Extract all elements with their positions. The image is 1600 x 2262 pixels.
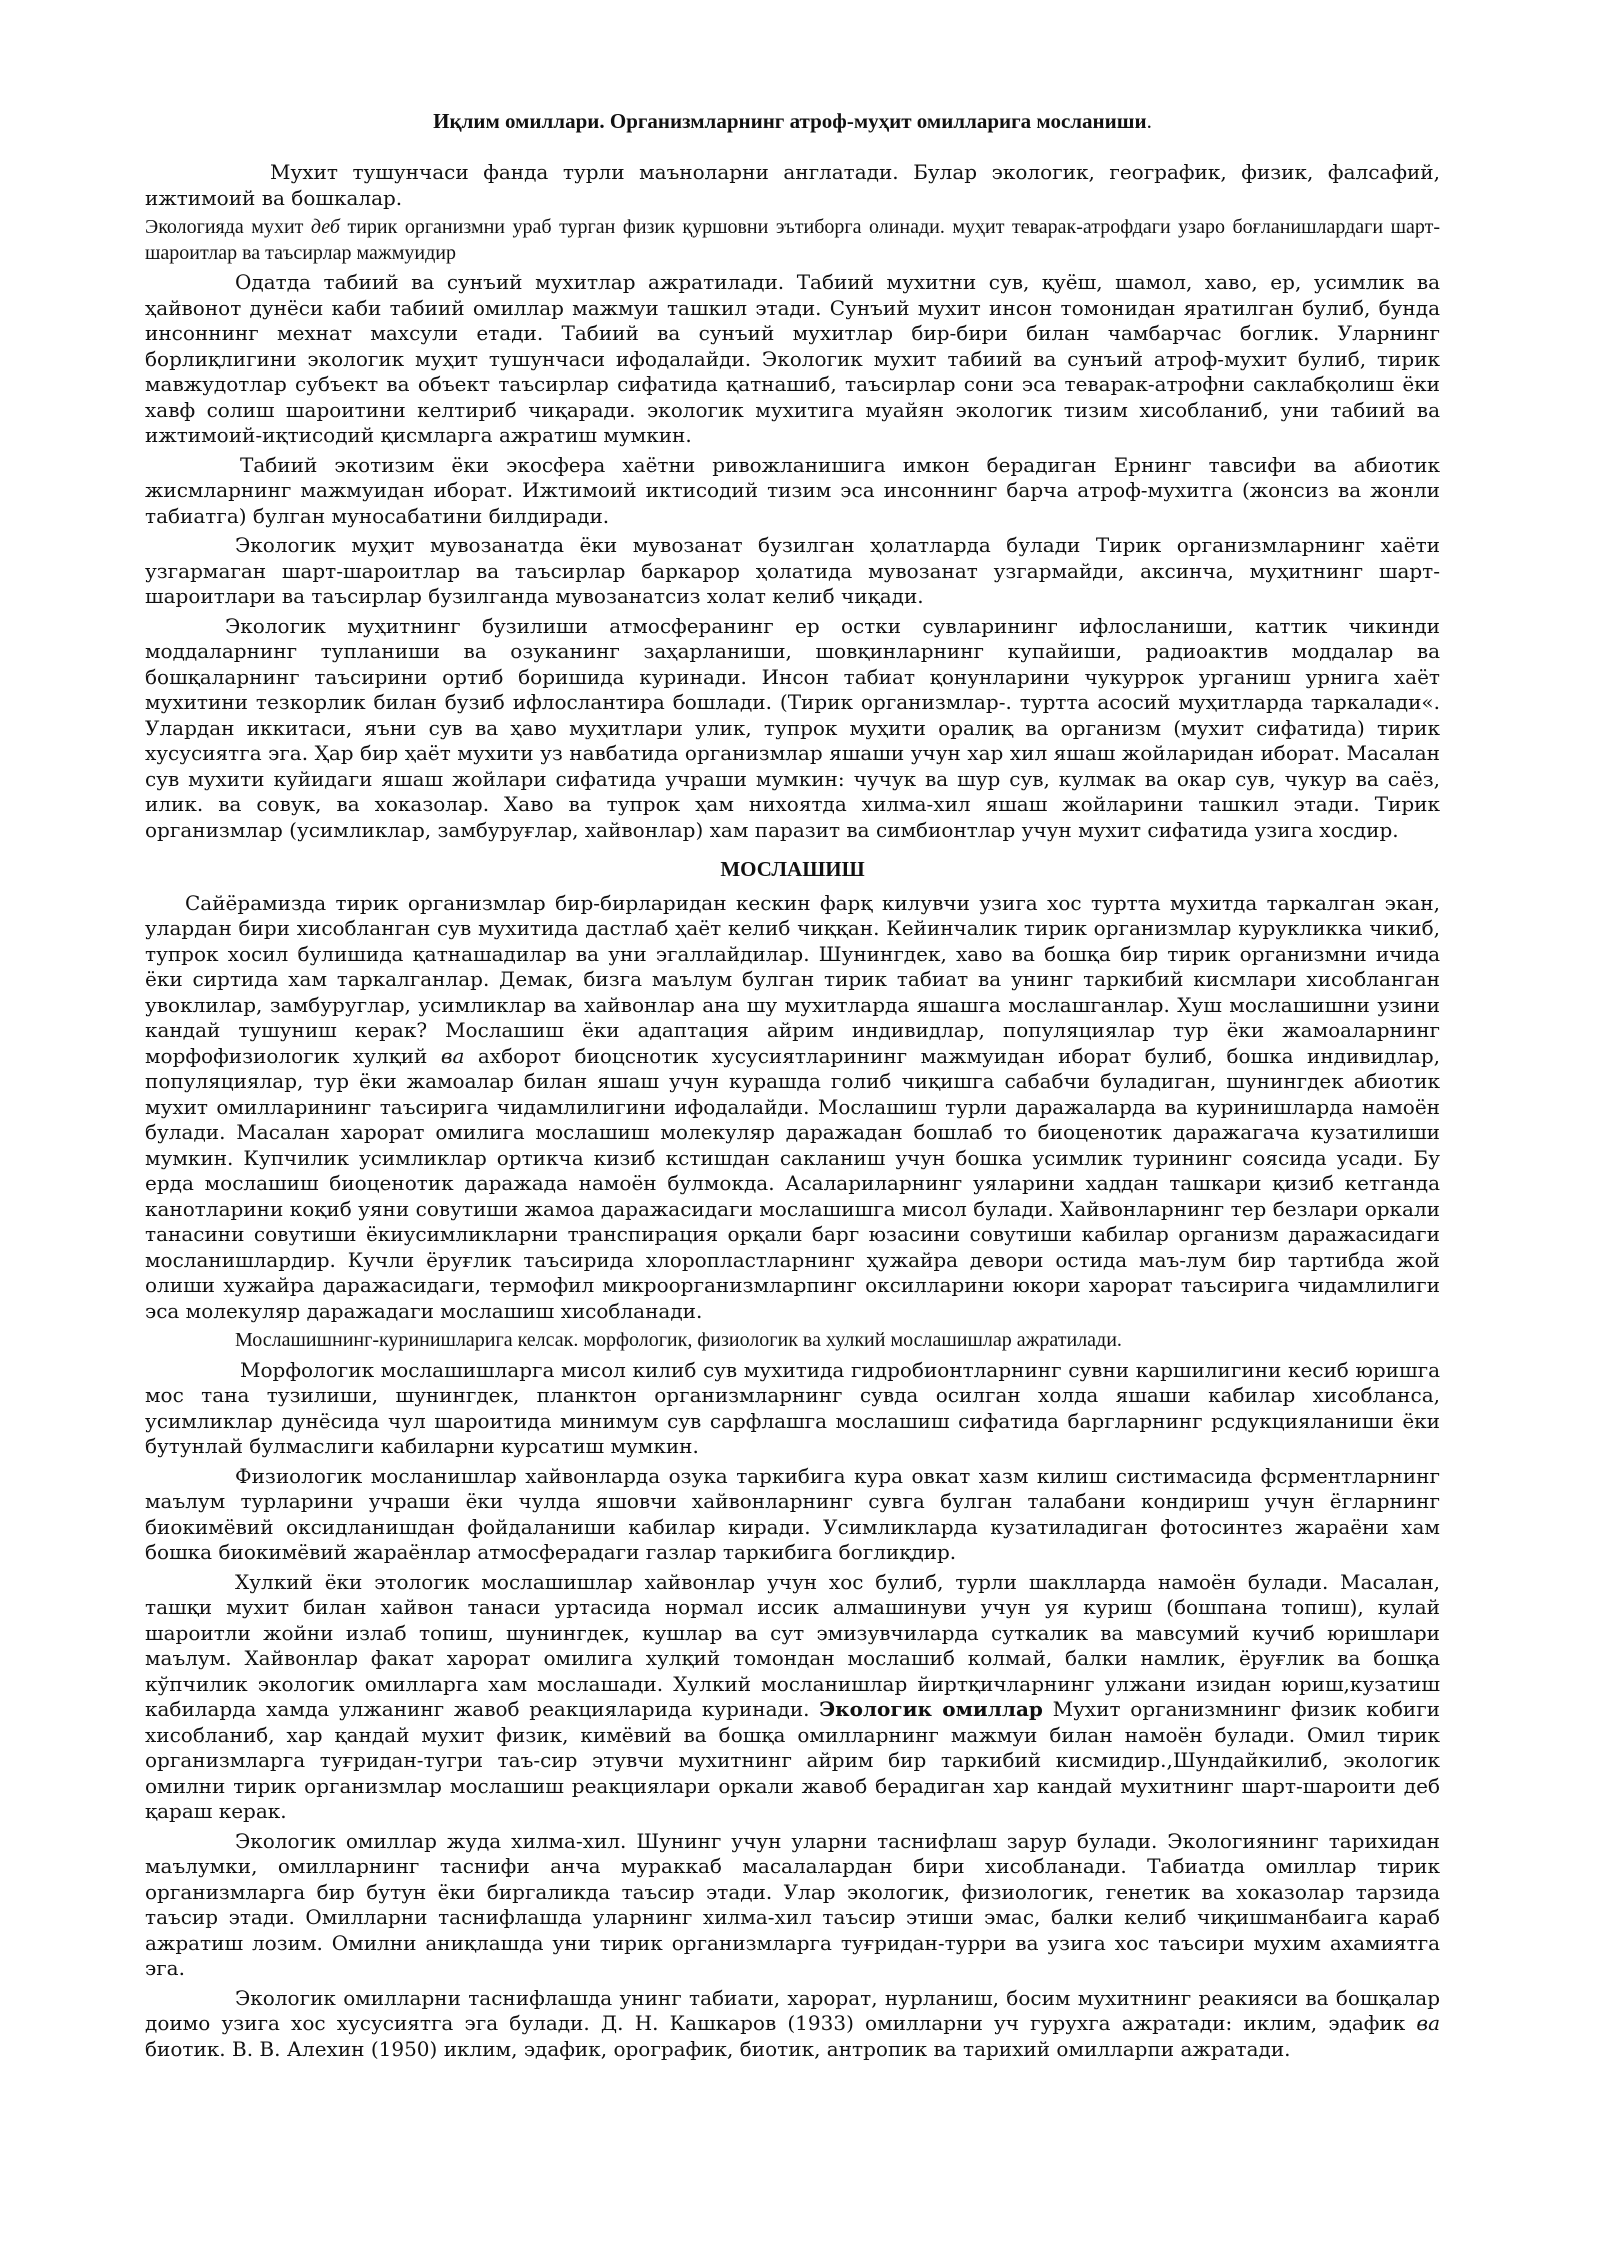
italic-word: деб: [310, 216, 340, 238]
paragraph-adaptation-intro: Сайёрамизда тирик организмлар бир-бирларидан кескин фарқ килувчи узига хос туртта мухитда таркалган экан, улардан бири хисобланган сув мухитида дастлаб ҳаёт келиб чиққан. Кейинчалик тирик организмлар курукликка чикиб, тупрок хосил булишида қатнашадилар ва уни эгаллайдилар. Шунингдек, хаво ва бошқа бир тирик организмни ичида ёки сиртида хам таркалганлар. Демак, бизга маълум булган тирик табиат ва унинг таркибий кисмлари хисобланган увоклилар, замбуруглар, усимликлар ва хайвонлар ана шу мухитларда яшашга мослашганлар. Хуш мослашишни узини кандай тушуниш керак? Мослашиш ёки адаптация айрим индивидлар, популяциялар тур ёки жамоаларнинг морфофизиологик хулқий ва ахборот биоцснотик хусусиятларининг мажмуидан иборат булиб, бошка индивидлар, популяциялар, тур ёки жамоалар билан яшаш учун курашда голиб чиқишга сабабчи буладиган, шунингдек абиотик мухит омилларининг таъсирига чидамлилигини ифодалайди. Мослашиш турли даражаларда ва куринишларда намоён булади. Масалан харорат омилига мослашиш молекуляр даражадан бошлаб то биоценотик даражагача кузатилиши мумкин. Купчилик усимликлар ортикча кизиб кстишдан сакланиш учун бошка усимлик турининг соясида усади. Бу ерда мослашиш биоценотик даражада намоён булмокда. Асалариларнинг уяларини хаддан ташкари қизиб кетганда канотларини коқиб уяни совутиши жамоа даражасидаги мослашишга мисол булади. Хайвонларнинг тер безлари оркали танасини совутиши ёкиусимликларни транспирация орқали барг юзасини совутиши кабилар организм даражасидаги мосланишлардир. Кучли ёруғлик таъсирида хлоропластларнинг ҳужайра девори остида маъ-лум бир тартибда жой олиши хужайра даражасидаги, термофил микроорганизмларпинг оксилларини юкори харорат таъсирига чидамлилиги эса молекуляр даражадаги мослашиш хисобланади.: [145, 890, 1440, 1323]
title-text: Иқлим омиллари. Организмларнинг атроф-муҳит омилларига мосланиши: [433, 109, 1147, 133]
paragraph-adaptation-types: Мослашишнинг-куринишларига келсак. морфологик, физиологик ва хулкий мослашишлар ажратилади.: [235, 1329, 1122, 1351]
paragraph-physiological: Физиологик мосланишлар хайвонларда озука таркибига кура овкат хазм килиш систимасида фсрментларнинг маълум турларини учраши ёки чулда яшовчи хайвонларнинг сувга булган талабани кондириш учун ёгларнинг биокимёвий оксидланишдан фойдаланиши кабилар киради. Усимликларда кузатиладиган фотосинтез жараёни хам бошка биокимёвий жараёнлар атмосферадаги газлар таркибига боглиқдир.: [145, 1463, 1440, 1564]
paragraph-natural-artificial: Одатда табиий ва сунъий мухитлар ажратилади. Табиий мухитни сув, қуёш, шамол, хаво, ер, усимлик ва ҳайвонот дунёси каби табиий омиллар мажмуи ташкил этади. Сунъий мухит инсон томонидан яратилган булиб, бунда инсоннинг мехнат махсули етади. Табиий ва сунъий мухитлар бир-бири билан чамбарчас боглик. Уларнинг борлиқлигини экологик муҳит тушунчаси ифодалайди. Экологик мухит табиий ва сунъий атроф-мухит булиб, тирик мавжудотлар субъект ва объект таъсирлар сифатида қатнашиб, таъсирлар сони эса теварак-атрофни саклабқолиш ёки хавф солиш шароитини келтириб чиқаради. экологик мухитига муайян экологик тизим хисобланиб, уни табиий ва ижтимоий-иқтисодий қисмларга ажратиш мумкин.: [145, 270, 1440, 447]
bold-term: Экологик омиллар: [819, 1697, 1043, 1721]
paragraph-ecosystem: Табиий экотизим ёки экосфера хаётни ривожланишига имкон берадиган Ернинг тавсифи ва абиотик жисмларнинг мажмуидан иборат. Ижтимоий иктисодий тизим эса инсоннинг барча атроф-мухитга (жонсиз ва жонли табиатга) булган муносабатини билдиради.: [145, 452, 1440, 528]
italic-word: ва: [1416, 2011, 1440, 2035]
italic-word: ва: [440, 1043, 465, 1068]
paragraph-classification: Экологик омиллар жуда хилма-хил. Шунинг учун уларни таснифлаш зарур булади. Экологиянинг тарихидан маълумки, омилларнинг таснифи анча мураккаб масалалардан бири хисобланади. Табиатда омиллар тирик организмларга бир бутун ёки биргаликда таъсир этади. Улар экологик, физиологик, генетик ва хоказолар тарзида таъсир этади. Омилларни таснифлашда уларнинг хилма-хил таъсир этиши эмас, балки келиб чиқишманбаига караб ажратиш лозим. Омилни аниқлашда уни тирик организмларга туғридан-турри ва узига хос таъсири мухим ахамиятга эга.: [145, 1828, 1440, 1980]
title-period: .: [1146, 109, 1152, 133]
paragraph-factor-groups: Экологик омилларни таснифлашда унинг табиати, харорат, нурланиш, босим мухитнинг реакияси ва бошқалар доимо узига хос хусусиятга эга булади. Д. Н. Кашкаров (1933) омилларни уч гурухга ажратади: иклим, эдафик ва биотик. В. В. Алехин (1950) иклим, эдафик, орографик, биотик, антропик ва тарихий омилларпи ажратади.: [145, 1985, 1440, 2061]
section-heading-adaptation: МОСЛАШИШ: [720, 857, 865, 881]
paragraph-behavioral: Хулкий ёки этологик мослашишлар хайвонлар учун хос булиб, турли шаклларда намоён булади. Масалан, ташқи мухит билан хайвон танаси уртасида нормал иссик алмашинуви учун уя куриш (бошпана топиш), кулай шароитли жойни излаб топиш, шунингдек, кушлар ва сут эмизувчиларда суткалик ва мавсумий кучиб юришлари маълум. Хайвонлар факат харорат омилига хулқий томондан мослашиб колмай, балки намлик, ёруғлик ва бошқа кўпчилик экологик омилларга хам мослашади. Хулкий мосланишлар йиртқичларнинг улжани изидан юриш,кузатиш кабиларда хамда улжанинг жавоб реакцияларида куринади. Экологик омиллар Мухит организмнинг физик кобиги хисобланиб, хар қандай мухит физик, кимёвий ва бошқа омилларнинг мажмуи билан намоён булади. Омил тирик организмларга туғридан-тугри таъ-сир этувчи мухитнинг айрим бир таркибий кисмидир.,Шундайкилиб, экологик омилни тирик организмлар мослашиш реакциялари оркали жавоб берадиган хар кандай мухитнинг шарт-шароити деб қараш керак.: [145, 1569, 1440, 1823]
paragraph-balance: Экологик муҳит мувозанатда ёки мувозанат бузилган ҳолатларда булади Тирик организмларнинг хаёти узгармаган шарт-шароитлар ва таъсирлар баркарор ҳолатида мувозанат узгармайди, аксинча, муҳитнинг шарт-шароитлари ва таъсирлар бузилганда мувозанатсиз холат келиб чиқади.: [145, 533, 1440, 608]
document-page: [145, 108, 1440, 2066]
document-title: [145, 108, 1440, 134]
paragraph-ecology-environment: Экологияда мухит деб тирик организмни ураб турган физик қуршовни эътиборга олинади. муҳит теварак-атрофдаги узаро боғланишлардаги шарт-шароитлар ва таъсирлар мажмуидир: [145, 216, 1440, 264]
paragraph-environment-meaning: Мухит тушунчаси фанда турли маъноларни англатади. Булар экологик, географик, физик, фалсафий, ижтимоий ва бошкалар.: [145, 160, 1440, 210]
paragraph-disruption: Экологик муҳитнинг бузилиши атмосферанинг ер остки сувларининг ифлосланиши, каттик чикинди моддаларнинг тупланиши ва озуканинг заҳарланиши, шовқинларнинг купайиши, радиоактив моддалар ва бошқаларнинг таъсирини ортиб боришида куринади. Инсон табиат қонунларини чукуррок урганиш урнига хаёт мухитини тезкорлик билан бузиб ифлослантира бошлади. (Тирик организмлар-. туртта асосий муҳитларда таркалади«. Улардан иккитаси, яъни сув ва ҳаво муҳитлари улик, тупрок муҳити оралиқ ва организм (мухит сифатида) тирик хусусиятга эга. Ҳар бир ҳаёт мухити уз навбатида организмлар яшаши учун хар хил яшаш жойларидан иборат. Масалан сув мухити куйидаги яшаш жойлари сифатида учраши мумкин: чучук ва шур сув, кулмак ва окар сув, чукур ва саёз, илик. ва совук, ва хоказолар. Хаво ва тупрок ҳам нихоятда хилма-хил яшаш жойларини ташкил этади. Тирик организмлар (усимликлар, замбуруғлар, хайвонлар) хам паразит ва симбионтлар учун мухит сифатида узига хосдир.: [145, 613, 1440, 842]
paragraph-morphological: Морфологик мослашишларга мисол килиб сув мухитида гидробионтларнинг сувни каршилигини кесиб юришга мос тана тузилиши, шунингдек, планктон организмларнинг сувда осилган холда яшаши кабилар хисобланса, усимликлар дунёсида чул шароитида минимум сув сарфлашга мослашиш сифатида баргларнинг рсдукцияланиши ёки бутунлай булмаслиги кабиларни курсатиш мумкин.: [145, 1357, 1440, 1458]
